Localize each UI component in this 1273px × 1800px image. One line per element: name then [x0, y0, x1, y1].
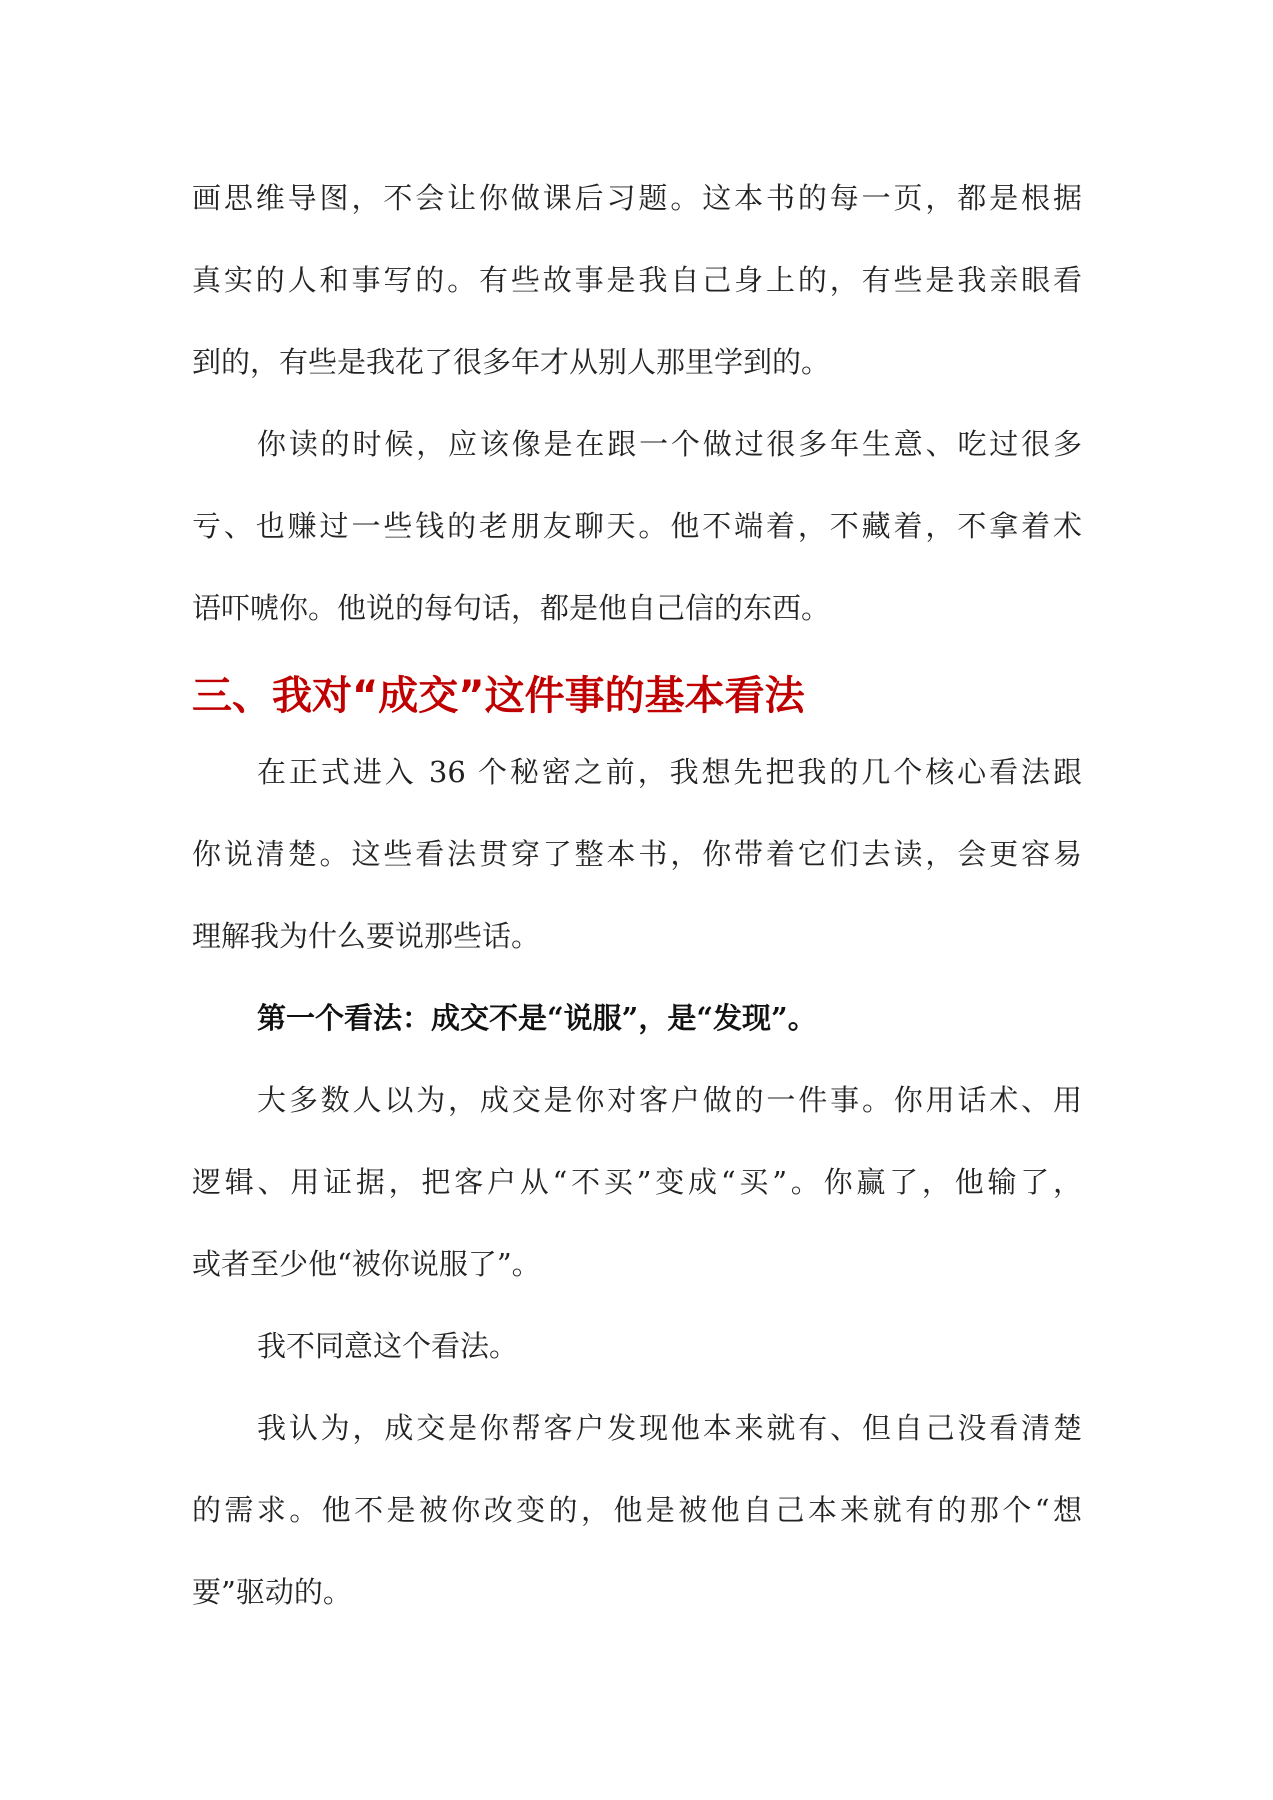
- paragraph-line: 我认为，成交是你帮客户发现他本来就有、但自己没看清楚: [257, 1411, 1082, 1445]
- paragraph-line: 在正式进入 36 个秘密之前，我想先把我的几个核心看法跟: [257, 755, 1082, 789]
- paragraph-line: 逻辑、用证据，把客户从“不买”变成“买”。你赢了，他输了，: [192, 1165, 1082, 1199]
- paragraph-line: 大多数人以为，成交是你对客户做的一件事。你用话术、用: [257, 1083, 1082, 1117]
- paragraph-line: 你读的时候，应该像是在跟一个做过很多年生意、吃过很多: [257, 427, 1082, 461]
- paragraph-line: 或者至少他“被你说服了”。: [192, 1247, 541, 1281]
- paragraph-line: 亏、也赚过一些钱的老朋友聊天。他不端着，不藏着，不拿着术: [192, 509, 1082, 543]
- paragraph-line: 真实的人和事写的。有些故事是我自己身上的，有些是我亲眼看: [192, 263, 1082, 297]
- paragraph-line: 画思维导图，不会让你做课后习题。这本书的每一页，都是根据: [192, 181, 1082, 215]
- paragraph-line: 语吓唬你。他说的每句话，都是他自己信的东西。: [192, 591, 831, 625]
- paragraph-line: 我不同意这个看法。: [257, 1329, 519, 1363]
- section-heading: 三、我对“成交”这件事的基本看法: [192, 673, 805, 719]
- bold-subheading: 第一个看法：成交不是“说服”，是“发现”。: [257, 1001, 817, 1035]
- paragraph-line: 的需求。他不是被你改变的，他是被他自己本来就有的那个“想: [192, 1493, 1082, 1527]
- paragraph-line: 要”驱动的。: [192, 1575, 352, 1609]
- paragraph-line: 理解我为什么要说那些话。: [192, 919, 541, 953]
- paragraph-line: 到的，有些是我花了很多年才从别人那里学到的。: [192, 345, 831, 379]
- paragraph-line: 你说清楚。这些看法贯穿了整本书，你带着它们去读，会更容易: [192, 837, 1082, 871]
